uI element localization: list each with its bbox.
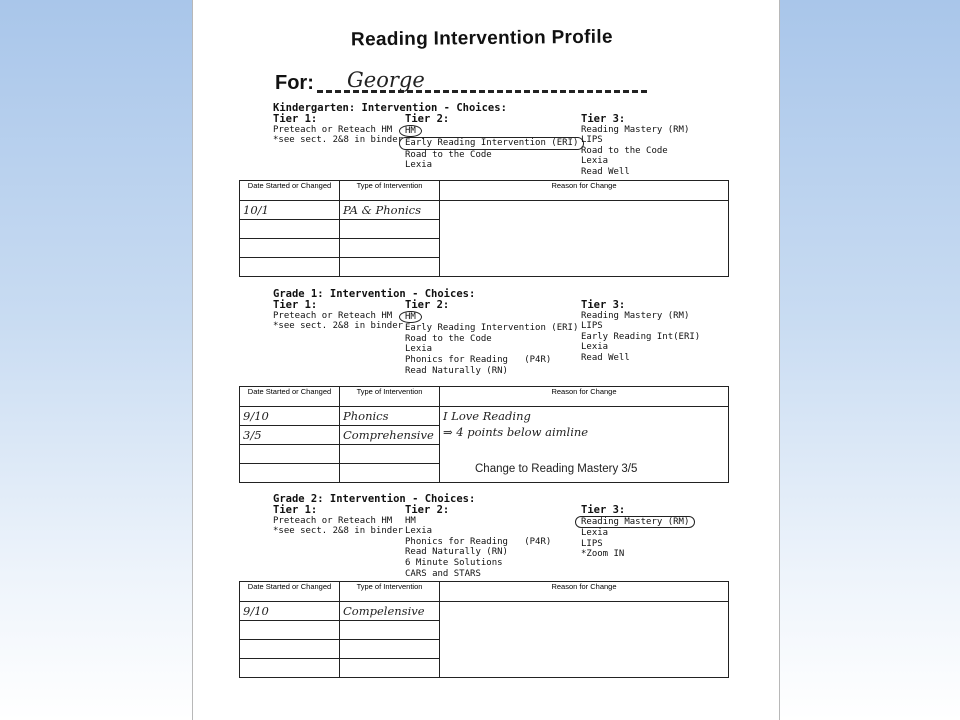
tier3-column xyxy=(581,300,700,364)
section-heading: Grade 2: Intervention - Choices: xyxy=(273,493,476,505)
tier-item: LIPS xyxy=(581,538,603,549)
tier1-column xyxy=(273,505,403,537)
type-header: Type of Intervention xyxy=(340,387,440,407)
tier-item: HM xyxy=(405,515,416,526)
student-name: George xyxy=(347,68,425,92)
tier2-column xyxy=(405,114,584,171)
tier-item: *see sect. 2&8 in binder xyxy=(273,526,404,537)
tier3-title: Tier 3: xyxy=(581,504,626,516)
date-header: Date Started or Changed xyxy=(240,181,340,201)
reason-header: Reason for Change xyxy=(440,582,729,602)
tier-item: Road to the Code xyxy=(405,149,492,160)
table-row xyxy=(240,201,729,220)
type-header: Type of Intervention xyxy=(340,582,440,602)
tier-item: Early Reading Intervention (ERI) xyxy=(405,323,579,334)
for-field xyxy=(275,70,655,96)
grade2-log-table xyxy=(239,581,729,678)
tier3-column xyxy=(581,114,689,178)
tier3-title: Tier 3: xyxy=(581,299,626,311)
grade2-section xyxy=(273,493,713,579)
date-cell: 10/1 xyxy=(240,201,340,220)
section-heading: Grade 1: Intervention - Choices: xyxy=(273,288,476,300)
tier-item: Read Naturally (RN) xyxy=(405,547,508,558)
tier2-title: Tier 2: xyxy=(405,113,450,125)
tier-item: 6 Minute Solutions xyxy=(405,557,503,568)
circled-choice: Reading Mastery (RM) xyxy=(575,516,695,529)
tier-item: Road to the Code xyxy=(581,145,668,156)
tier2-column xyxy=(405,300,578,376)
tier1-title: Tier 1: xyxy=(273,113,318,125)
for-label: For: xyxy=(275,72,314,94)
tier3-column xyxy=(581,505,695,560)
type-cell: PA & Phonics xyxy=(340,201,440,220)
tier-item: Lexia xyxy=(581,528,609,539)
tier-item: Preteach or Reteach HM xyxy=(273,515,393,526)
tier1-title: Tier 1: xyxy=(273,299,318,311)
type-cell: Phonics xyxy=(340,407,440,426)
tier-item: Phonics for Reading xyxy=(405,536,508,547)
tier-item: Lexia xyxy=(581,342,609,353)
tier-item: *see sect. 2&8 in binder xyxy=(273,135,404,146)
reason-cell xyxy=(440,602,729,678)
type-cell: Comprehensive xyxy=(340,426,440,445)
circled-choice: Early Reading Intervention (ERI) xyxy=(399,137,584,150)
tier1-column xyxy=(273,114,403,146)
reason-header: Reason for Change xyxy=(440,387,729,407)
reason-header: Reason for Change xyxy=(440,181,729,201)
date-cell: 9/10 xyxy=(240,407,340,426)
tier3-title: Tier 3: xyxy=(581,113,626,125)
reason-cell xyxy=(440,201,729,277)
kindergarten-log-table xyxy=(239,180,729,277)
arrow-icon: ⇒ xyxy=(443,425,453,439)
p4r-note: (P4R) xyxy=(524,536,552,547)
tier-item: Lexia xyxy=(405,160,433,171)
tier-item: Reading Mastery (RM) xyxy=(581,310,690,321)
tier-item: *see sect. 2&8 in binder xyxy=(273,321,404,332)
tier-item: Read Well xyxy=(581,166,630,177)
tier-item: LIPS xyxy=(581,321,603,332)
tier-item: LIPS xyxy=(581,135,603,146)
annotation-note: Change to Reading Mastery 3/5 xyxy=(475,463,638,475)
tier-item: CARS and STARS xyxy=(405,568,481,579)
tier-item: Lexia xyxy=(581,156,609,167)
tier-item: Read Naturally (RN) xyxy=(405,365,508,376)
reason-text: I Love Reading xyxy=(443,409,531,423)
tier-item: Road to the Code xyxy=(405,333,492,344)
date-header: Date Started or Changed xyxy=(240,387,340,407)
tier1-title: Tier 1: xyxy=(273,504,318,516)
type-cell: Compelensive xyxy=(340,602,440,621)
tier-item: *Zoom IN xyxy=(581,549,625,560)
document-title: Reading Intervention Profile xyxy=(350,26,613,51)
tier-item: Preteach or Reteach HM xyxy=(273,310,393,321)
tier-item: Lexia xyxy=(405,526,433,537)
tier2-column xyxy=(405,505,551,579)
tier1-column xyxy=(273,300,403,332)
table-row xyxy=(240,602,729,621)
tier2-title: Tier 2: xyxy=(405,299,450,311)
grade1-section xyxy=(273,288,713,376)
document-page xyxy=(192,0,780,720)
reason-text: 4 points below aimline xyxy=(456,425,589,439)
tier-item: Early Reading Int(ERI) xyxy=(581,331,701,342)
tier-item: Preteach or Reteach HM xyxy=(273,124,393,135)
tier-item: Read Well xyxy=(581,352,630,363)
type-header: Type of Intervention xyxy=(340,181,440,201)
circled-choice: HM xyxy=(399,311,422,324)
date-cell: 9/10 xyxy=(240,602,340,621)
table-row xyxy=(240,407,729,426)
tier-item: Phonics for Reading xyxy=(405,354,508,365)
p4r-note: (P4R) xyxy=(524,354,552,365)
circled-choice: HM xyxy=(399,125,422,138)
tier-item: Lexia xyxy=(405,344,433,355)
section-heading: Kindergarten: Intervention - Choices: xyxy=(273,102,507,114)
kindergarten-section xyxy=(273,102,713,177)
date-header: Date Started or Changed xyxy=(240,582,340,602)
date-cell: 3/5 xyxy=(240,426,340,445)
tier-item: Reading Mastery (RM) xyxy=(581,124,690,135)
tier2-title: Tier 2: xyxy=(405,504,450,516)
